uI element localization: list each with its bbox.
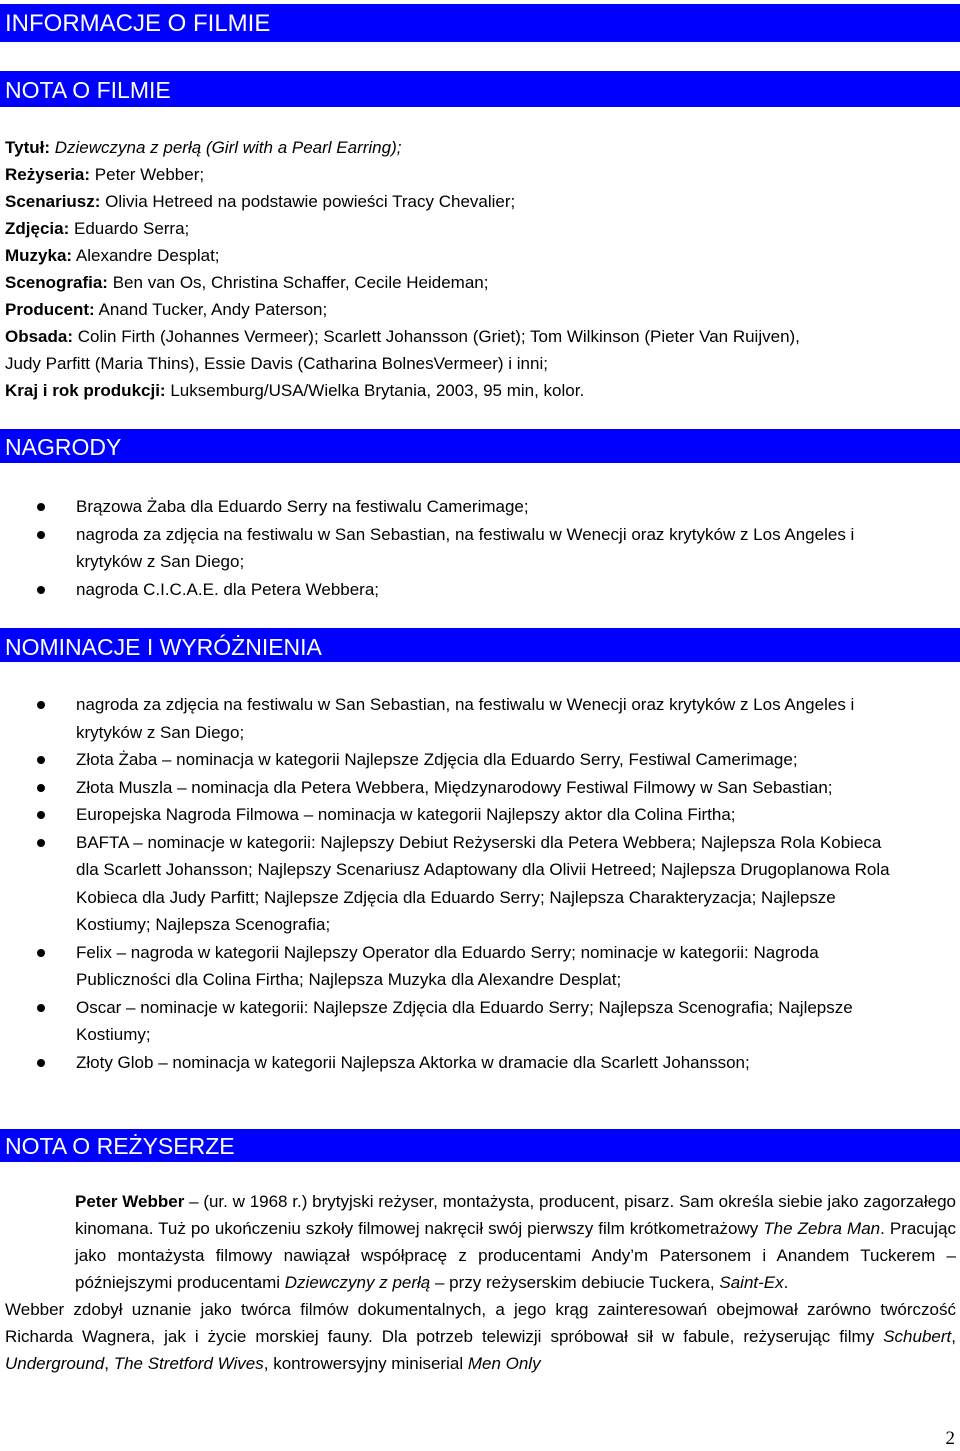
- title-row: [5, 134, 957, 161]
- nomination-text: Oscar – nominacje w kategorii: Najlepsze Zdjęcia dla Eduardo Serry; Najlepsza Scenografia; Najlepsze Kostiumy;: [76, 997, 853, 1044]
- bullet-icon: [37, 1004, 45, 1012]
- nomination-text: nagroda za zdjęcia na festiwalu w San Sebastian, na festiwalu w Wenecji oraz krytyków z Los Angeles i krytyków z San Diego;: [76, 695, 855, 742]
- nomination-text: BAFTA – nominacje w kategorii: Najlepszy Debiut Reżyserski dla Petera Webbera; Najlepsza Rola Kobieca dla Scarlett Johansson; Najlepszy Scenariusz Adaptowany dla Olivii Hetreed; Najlepsza Drugoplanowa Rola Kobieca dla Judy Parfitt; Najlepsze Zdjęcia dla Eduardo Serry; Najlepsza Charakteryzacja; Najlepsze Kostiumy; Najlepsza Scenografia;: [76, 832, 890, 934]
- nomination-text: Złota Żaba – nominacja w kategorii Najlepsze Zdjęcia dla Eduardo Serry, Festiwal Camerimage;: [76, 750, 798, 769]
- set-design-row: [5, 269, 957, 296]
- nominations-heading: [0, 628, 960, 662]
- bullet-icon: [37, 784, 45, 792]
- film-note-heading-text: NOTA O FILMIE: [5, 77, 171, 103]
- award-text: Brązowa Żaba dla Eduardo Serry na festiwalu Camerimage;: [76, 497, 529, 516]
- awards-list: [0, 493, 960, 603]
- music-label: Muzyka:: [5, 246, 73, 265]
- director-label: Reżyseria:: [5, 165, 91, 184]
- page-number: 2: [945, 1428, 955, 1449]
- bio-text: ,: [104, 1354, 114, 1373]
- nomination-text: Złoty Glob – nominacja w kategorii Najlepsza Aktorka w dramacie dla Scarlett Johansson;: [76, 1052, 750, 1072]
- director-note-heading: [0, 1129, 960, 1162]
- list-item: [0, 1049, 960, 1077]
- producer-value: Anand Tucker, Andy Paterson;: [98, 300, 328, 319]
- film-title: Saint-Ex: [719, 1273, 784, 1292]
- bullet-icon: [37, 531, 45, 539]
- film-title: The Zebra Man: [763, 1219, 881, 1238]
- cast-row: [5, 323, 957, 350]
- country-label: Kraj i rok produkcji:: [5, 381, 166, 400]
- nomination-text: Złota Muszla – nominacja dla Petera Webbera, Międzynarodowy Festiwal Filmowy w San Sebastian;: [76, 777, 833, 797]
- screenplay-label: Scenariusz:: [5, 192, 101, 211]
- bio-paragraph-2: [5, 1296, 956, 1377]
- screenplay-value: Olivia Hetreed na podstawie powieści Tracy Chevalier;: [105, 192, 516, 211]
- country-row: [5, 377, 957, 404]
- awards-heading-text: NAGRODY: [5, 434, 122, 460]
- film-title: Men Only: [467, 1354, 541, 1373]
- nomination-text: Felix – nagroda w kategorii Najlepszy Operator dla Eduardo Serry; nominacje w kategorii: Nagroda Publiczności dla Colina Firtha; Najlepsza Muzyka dla Alexandre Desplat;: [76, 942, 819, 989]
- list-item: [0, 691, 960, 746]
- bullet-icon: [37, 949, 45, 957]
- music-value: Alexandre Desplat;: [75, 246, 220, 265]
- list-item: [0, 994, 960, 1049]
- set-design-label: Scenografia:: [5, 273, 108, 292]
- list-item: [0, 774, 960, 802]
- director-row: [5, 161, 957, 188]
- director-name: Peter Webber: [75, 1192, 185, 1211]
- awards-heading: [0, 429, 960, 463]
- bullet-icon: [37, 756, 45, 764]
- film-note-heading: [0, 71, 960, 107]
- cast-row-continued: [5, 350, 957, 377]
- bullet-icon: [37, 811, 45, 819]
- bullet-icon: [37, 839, 45, 847]
- director-bio: [5, 1188, 956, 1377]
- list-item: [0, 493, 960, 521]
- bio-text: – przy reżyserskim debiucie Tuckera,: [430, 1273, 720, 1292]
- music-row: [5, 242, 957, 269]
- list-item: [0, 746, 960, 774]
- producer-row: [5, 296, 957, 323]
- director-value: Peter Webber;: [94, 165, 205, 184]
- bullet-icon: [37, 503, 45, 511]
- bio-text: – (ur. w 1968 r.) brytyjski reżyser, montażysta, producent, pisarz. Sam określa siebie jako zagorzałego kinomana. Tuż po ukończeniu szkoły filmowej nakręcił swój pierwszy film krótkometrażowy: [75, 1192, 956, 1238]
- film-title: Underground: [5, 1354, 105, 1373]
- country-value: Luksemburg/USA/Wielka Brytania, 2003, 95 min, kolor.: [170, 381, 585, 400]
- film-title: The Stretford Wives: [113, 1354, 264, 1373]
- film-title: Schubert: [883, 1327, 952, 1346]
- bio-text: ,: [951, 1327, 956, 1346]
- bullet-icon: [37, 701, 45, 709]
- set-design-value: Ben van Os, Christina Schaffer, Cecile Heideman;: [112, 273, 489, 292]
- award-text: nagroda C.I.C.A.E. dla Petera Webbera;: [76, 579, 380, 599]
- film-title: Dziewczyny z perłą: [284, 1273, 431, 1292]
- list-item: [0, 829, 960, 939]
- photo-label: Zdjęcia:: [5, 219, 70, 238]
- bullet-icon: [37, 1059, 45, 1067]
- cast-value-line-2: Judy Parfitt (Maria Thins), Essie Davis (Catharina BolnesVermeer) i inni;: [5, 354, 548, 373]
- bio-paragraph-1: [5, 1188, 956, 1296]
- bio-text: , kontrowersyjny miniserial: [263, 1354, 468, 1373]
- main-heading: [0, 4, 960, 42]
- director-note-heading-text: NOTA O REŻYSERZE: [5, 1133, 235, 1159]
- nominations-heading-text: NOMINACJE I WYRÓŻNIENIA: [5, 634, 322, 660]
- title-label: Tytuł:: [5, 138, 51, 157]
- bio-text: .: [783, 1273, 789, 1292]
- list-item: [0, 521, 960, 576]
- bio-text: . Pracując jako montażysta filmowy nawiązał współpracę z producentami Andy’m Patersonem i Anandem Tuckerem – późniejszymi producentami: [75, 1219, 956, 1292]
- award-text: nagroda za zdjęcia na festiwalu w San Sebastian, na festiwalu w Wenecji oraz krytyków z Los Angeles i krytyków z San Diego;: [76, 524, 855, 571]
- list-item: [0, 939, 960, 994]
- photo-row: [5, 215, 957, 242]
- main-heading-text: INFORMACJE O FILMIE: [5, 10, 271, 37]
- nominations-list: [0, 691, 960, 1076]
- bullet-icon: [37, 586, 45, 594]
- film-info-block: [5, 134, 957, 404]
- screenplay-row: [5, 188, 957, 215]
- producer-label: Producent:: [5, 300, 95, 319]
- list-item: [0, 576, 960, 604]
- bio-text: Webber zdobył uznanie jako twórca filmów dokumentalnych, a jego krąg zainteresowań obejmował zarówno twórczość Richarda Wagnera, jak i życie morskiej fauny. Dla potrzeb telewizji spróbował sił w fabule, reżyserując filmy: [5, 1300, 956, 1346]
- list-item: [0, 801, 960, 829]
- nomination-text: Europejska Nagroda Filmowa – nominacja w kategorii Najlepszy aktor dla Colina Firtha;: [76, 805, 736, 824]
- cast-label: Obsada:: [5, 327, 74, 346]
- title-value: Dziewczyna z perłą (Girl with a Pearl Earring);: [54, 138, 402, 157]
- cast-value-line-1: Colin Firth (Johannes Vermeer); Scarlett Johansson (Griet); Tom Wilkinson (Pieter Van Ruijven),: [77, 327, 800, 346]
- photo-value: Eduardo Serra;: [73, 219, 190, 238]
